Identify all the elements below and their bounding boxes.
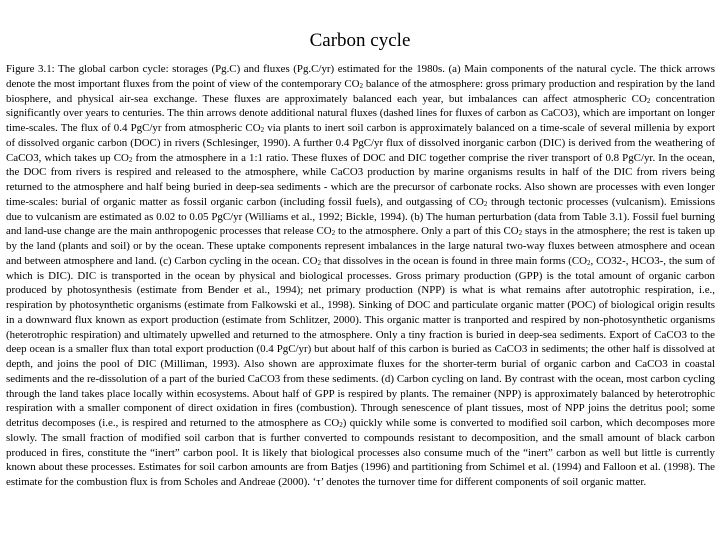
subscript: 2: [317, 258, 322, 267]
caption-text-run: that dissolves in the ocean is found in three main forms (CO: [321, 254, 588, 267]
subscript: 2: [483, 199, 488, 208]
caption-text-run: to the atmosphere. Only a part of this CO: [335, 225, 519, 238]
caption-text-run: balance of the atmosphere: gross primary production and respiration by the land biosphere, and physical air-sea exchange. These fluxes are approximately balanced each year, but imbalances can affect atmospheric CO: [6, 77, 715, 105]
subscript: 2: [128, 155, 133, 164]
figure-caption: [6, 62, 715, 490]
caption-text-run: concentration significantly over years to centuries. The thin arrows denote additional natural fluxes (dashed lines for fluxes of carbon as CaCO3), which are important on longer time-scales. The flux of 0.4 PgC/yr from atmospheric CO: [6, 92, 715, 134]
subscript: 2: [518, 229, 523, 238]
subscript: 2: [331, 229, 336, 238]
caption-text-run: from the atmosphere in a 1:1 ratio. These fluxes of DOC and DIC together comprise the river transport of 0.8 PgC/yr. In the ocean, the DOC from rivers is respired and released to the atmosphere, while CaCO3 production by marine organisms results in half of the DIC from rivers being returned to the atmosphere and half being buried in deep-sea sediments - which are the precursor of carbonate rocks. Also shown are processes with even longer time-scales: burial of organic matter as fossil organic carbon (including fossil fuels), and outgassing of CO: [6, 151, 716, 208]
subscript: 2: [359, 81, 364, 90]
caption-text-run: ) quickly while some is converted to modified soil carbon, which decomposes more slowly. The small fraction of modified soil carbon that is further converted to compounds resistant to decomposition, and the small amount of black carbon produced in fires, constitute the “inert” carbon pool. It is likely that biological processes also consume much of the “inert” carbon as well but little is currently known about these processes. Estimates for soil carbon amounts are from Batjes (1996) and partitioning from Schimel et al. (1994) and Falloon et al. (1998). The estimate for the combustion flux is from Scholes and Andreae (2000). ‘τ’ denotes the turnover time for different components of soil organic matter.: [6, 417, 716, 488]
subscript: 2: [646, 96, 651, 105]
caption-text-run: through tectonic processes (vulcanism). Emissions due to vulcanism are estimated as 0.02 to 0.05 PgC/yr (Williams et al., 1992; Bickle, 1994). (b) The human perturbation (data from Table 3.1). Fossil fuel burning and land-use change are the main anthropogenic processes that release CO: [6, 195, 716, 238]
page-title: Carbon cycle: [309, 30, 411, 51]
subscript: 2: [260, 126, 265, 134]
caption-text-run: stays in the atmosphere; the rest is taken up by the land (plants and soil) or by the ocean. These uptake components represent imbalances in the large natural two-way fluxes between atmosphere and ocean and between atmosphere and land. (c) Carbon cycling in the ocean. CO: [6, 225, 715, 267]
caption-text-run: Figure 3.1: The global carbon cycle: storages (Pg.C) and fluxes (Pg.C/yr) estimated for the 1980s. (a) Main components of the natural cycle. The thick arrows denote the most important fluxes from the point of view of the contemporary CO: [6, 63, 715, 90]
subscript: 2: [339, 421, 343, 429]
caption-text-run: via plants to inert soil carbon is approximately balanced on a time-scale of several millenia by export of dissolved organic carbon (DOC) in rivers (Schlesinger, 1990). A further 0.4 PgC/yr flux of dissolved inorganic carbon (DIC) is derived from the weathering of CaCO3, which takes up CO: [6, 122, 716, 164]
subscript: 2: [587, 258, 591, 267]
caption-text-run: , CO32-, HCO3-, the sum of which is DIC). DIC is transported in the ocean by physical and biological processes. Gross primary production (GPP) is the total amount of organic carbon produced by photosynthesis (estimate from Bender et al., 1994); net primary production (NPP) is what is what remains after autotrophic respiration, i.e., respiration by photosynthetic organisms (estimate from Falkowski et al., 1998). Sinking of DOC and particulate organic matter (POC) of biological origin results in a downward flux known as export production (estimate from Schlitzer, 2000). This organic matter is tranported and respired by non-photosynthetic organisms (heterotrophic respiration) and ultimately upwelled and returned to the atmosphere. Only a tiny fraction is buried in deep-sea sediments. Export of CaCO3 to the deep ocean is a smaller flux than total export production (0.4 PgC/yr) but about half of this carbon is buried as CaCO3 in sediments; the other half is dissolved at depth, and joins the pool of DIC (Milliman, 1993). Also shown are approximate fluxes for the shorter-term burial of organic carbon and CaCO3 in coastal sediments and the re-dissolution of a part of the buried CaCO3 from these sediments. (d) Carbon cycling on land. By contrast with the ocean, most carbon cycling through the land takes place locally within ecosystems. About half of GPP is respired by plants. The remainer (NPP) is approximately balanced by heterotrophic respiration with a smaller component of direct oxidation in fires (combustion). Through senescence of plant tissues, most of NPP joins the detritus pool; some detritus decomposes (i.e., is respired and returned to the atmosphere as CO: [6, 254, 715, 429]
